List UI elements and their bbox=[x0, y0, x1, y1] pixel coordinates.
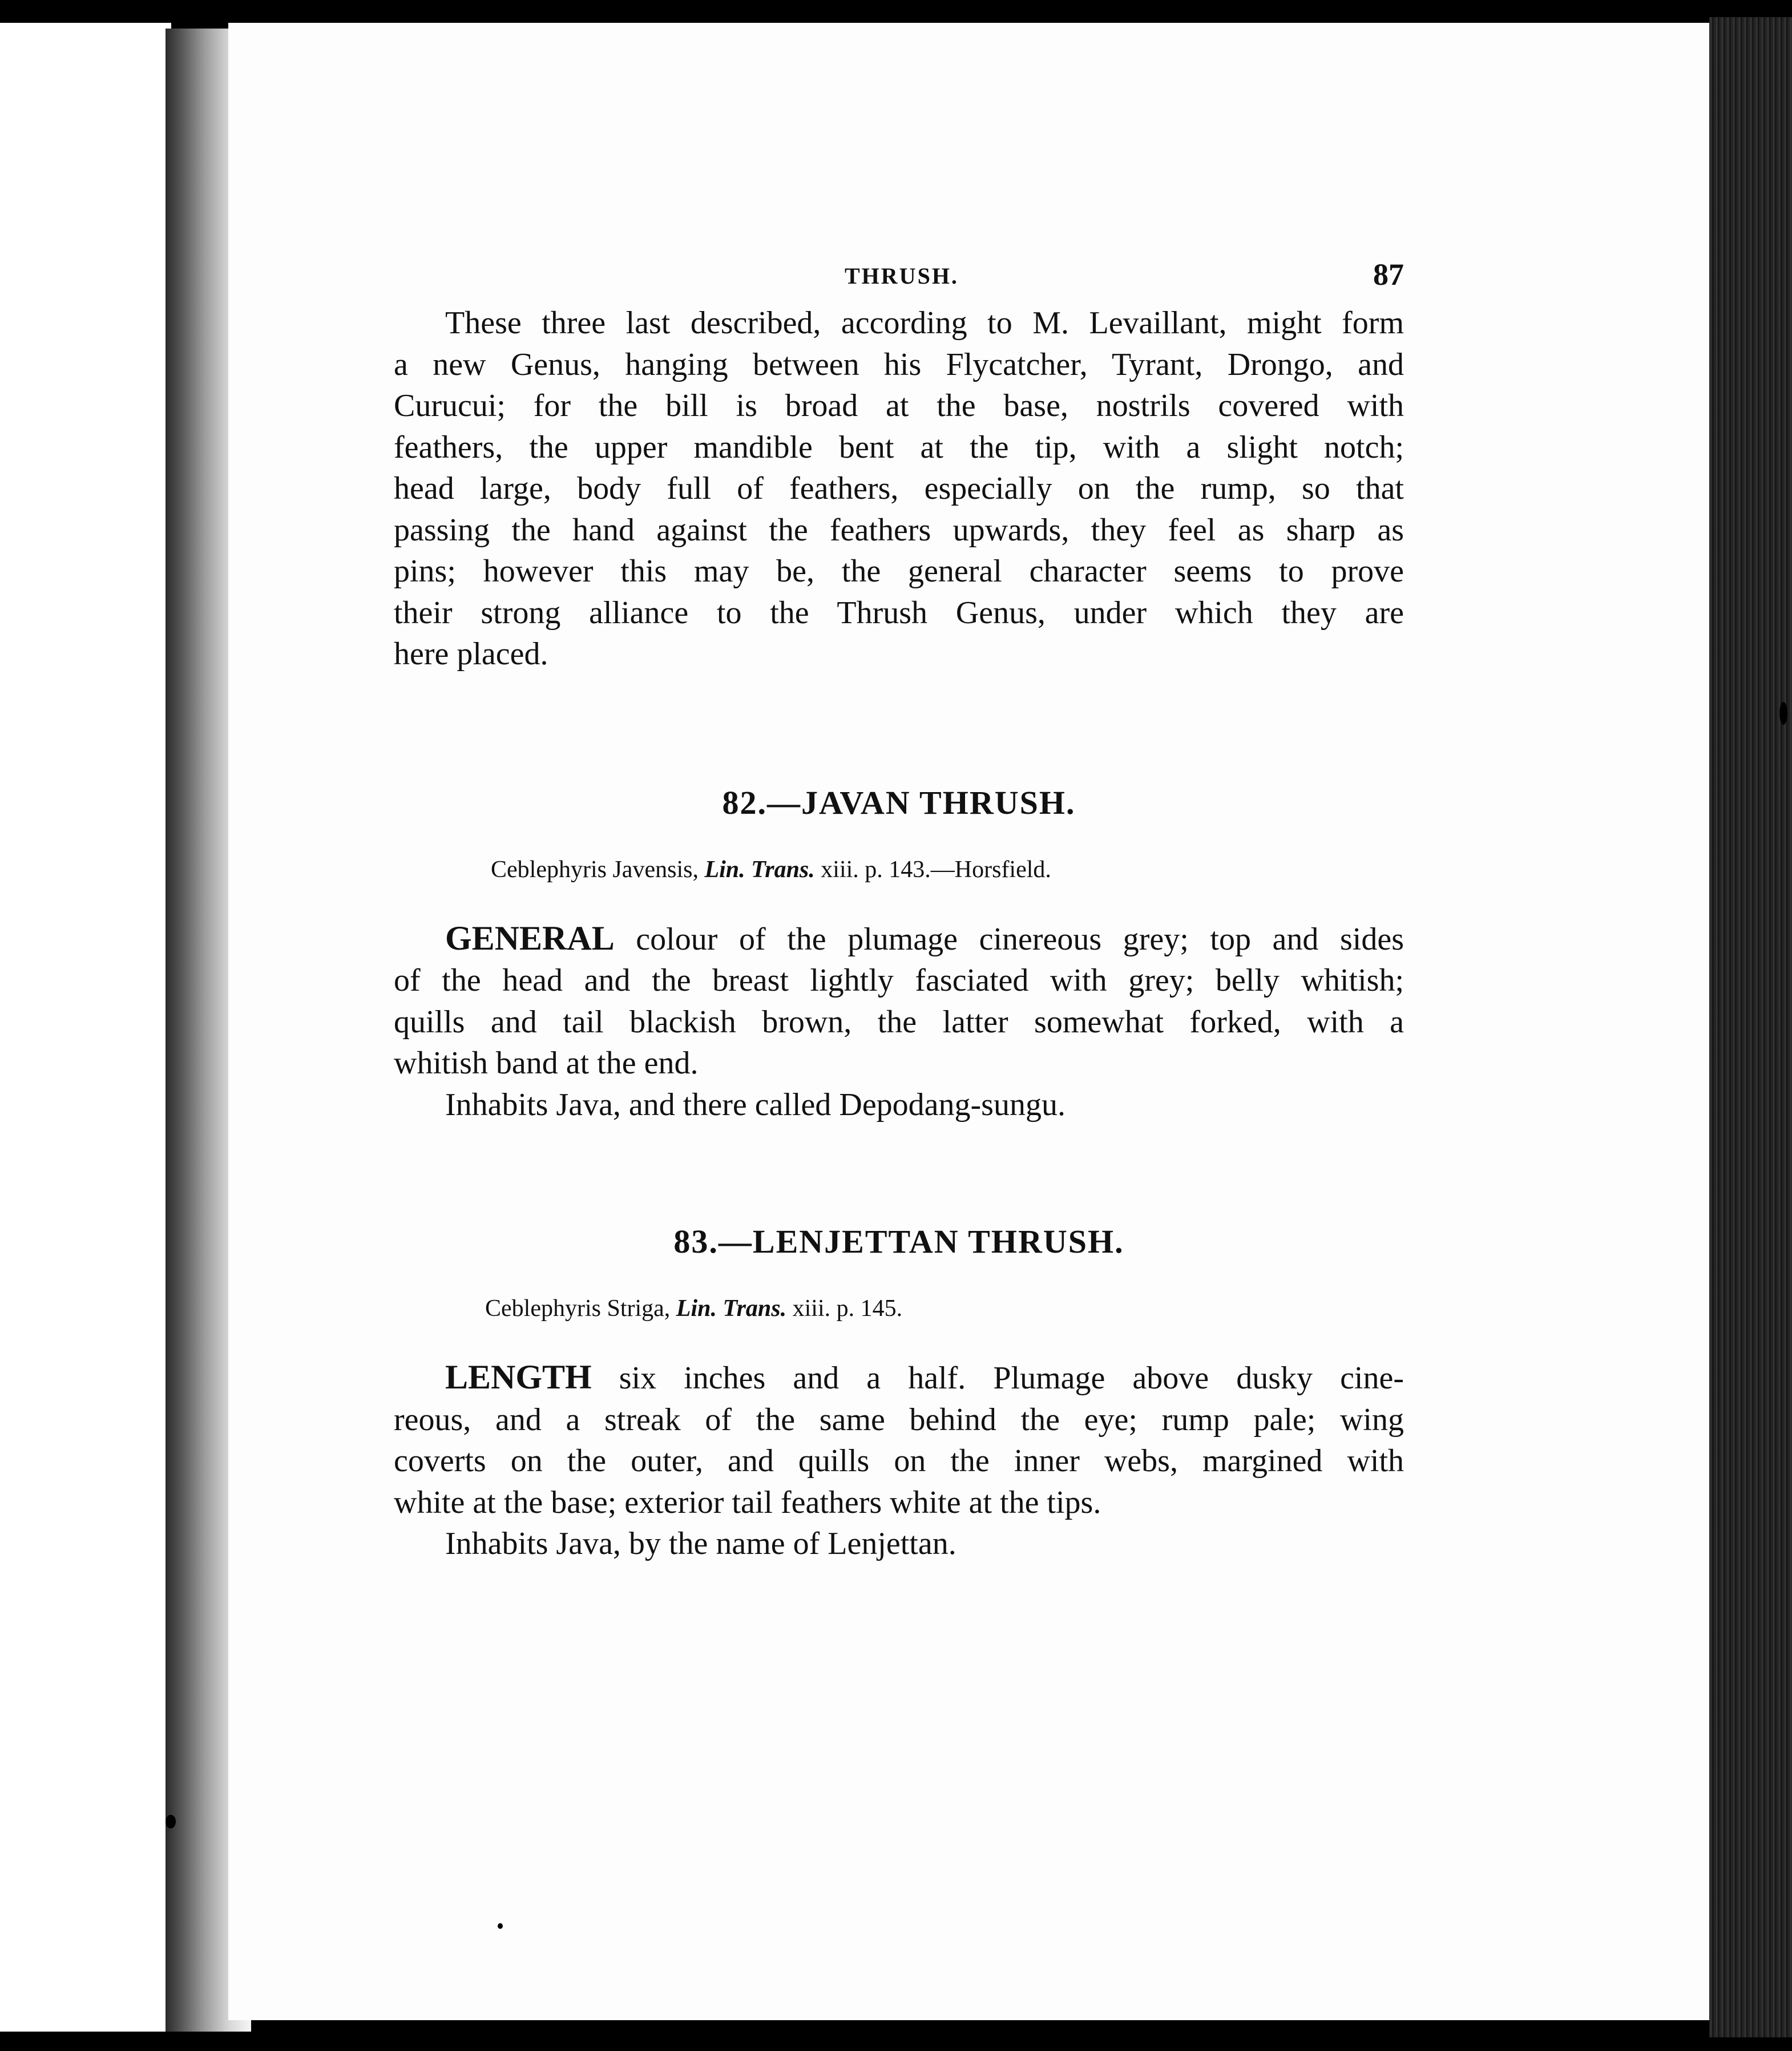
intro-line: their strong alliance to the Thrush Genus, under which they are bbox=[394, 595, 1404, 631]
intro-line: head large, body full of feathers, especially on the rump, so that bbox=[394, 471, 1404, 506]
left-page-edge bbox=[0, 23, 171, 2032]
scan-speck bbox=[498, 1923, 503, 1929]
running-title: THRUSH. bbox=[845, 263, 959, 289]
description-line: of the head and the breast lightly fasciated with grey; belly whitish; bbox=[394, 963, 1404, 998]
synonym-line bbox=[394, 1295, 1404, 1322]
description-line: whitish band at the end. bbox=[394, 1045, 699, 1081]
page-stack-edge bbox=[1709, 17, 1792, 2037]
scan-speck bbox=[166, 1815, 176, 1828]
species-description bbox=[394, 1356, 1404, 1565]
species-name: Ceblephyris Striga, bbox=[485, 1295, 671, 1322]
reference-title: Lin. Trans. bbox=[704, 856, 815, 883]
intro-line: here placed. bbox=[394, 636, 548, 672]
description-line: GENERAL colour of the plumage cinereous grey; top and sides bbox=[445, 919, 1404, 957]
description-line: white at the base; exterior tail feathers white at the tips. bbox=[394, 1484, 1101, 1520]
intro-line: passing the hand against the feathers upwards, they feel as sharp as bbox=[394, 512, 1404, 548]
reference-detail: xiii. p. 143.—Horsfield. bbox=[821, 856, 1051, 883]
section-title: 83.—LENJETTAN THRUSH. bbox=[673, 1223, 1124, 1260]
page-header bbox=[394, 251, 1404, 302]
intro-line: a new Genus, hanging between his Flycatcher, Tyrant, Drongo, and bbox=[394, 346, 1404, 382]
description-line: coverts on the outer, and quills on the inner webs, margined with bbox=[394, 1443, 1404, 1479]
intro-line: feathers, the upper mandible bent at the tip, with a slight notch; bbox=[394, 429, 1404, 465]
synonym-line bbox=[394, 856, 1404, 883]
description-line: quills and tail blackish brown, the latter somewhat forked, with a bbox=[394, 1004, 1404, 1040]
species-name: Ceblephyris Javensis, bbox=[491, 856, 699, 883]
habitat-line: Inhabits Java, by the name of Lenjettan. bbox=[445, 1526, 956, 1561]
lead-word: LENGTH bbox=[445, 1358, 592, 1396]
lead-word: GENERAL bbox=[445, 919, 615, 957]
section-title: 82.—JAVAN THRUSH. bbox=[722, 784, 1076, 821]
intro-paragraph bbox=[394, 302, 1404, 675]
habitat-line: Inhabits Java, and there called Depodang-sungu. bbox=[445, 1087, 1065, 1123]
description-line: reous, and a streak of the same behind the eye; rump pale; wing bbox=[394, 1402, 1404, 1438]
description-line: LENGTH six inches and a half. Plumage above dusky cine- bbox=[445, 1358, 1404, 1396]
intro-line: These three last described, according to M. Levaillant, might form bbox=[445, 305, 1404, 341]
reference-detail: xiii. p. 145. bbox=[792, 1295, 903, 1322]
intro-line: pins; however this may be, the general character seems to prove bbox=[394, 554, 1404, 589]
reference-title: Lin. Trans. bbox=[676, 1295, 787, 1322]
intro-line: Curucui; for the bill is broad at the base, nostrils covered with bbox=[394, 388, 1404, 423]
species-description bbox=[394, 918, 1404, 1126]
scan-speck bbox=[1779, 702, 1787, 725]
page-text bbox=[394, 251, 1404, 1565]
page-number: 87 bbox=[1373, 257, 1404, 292]
